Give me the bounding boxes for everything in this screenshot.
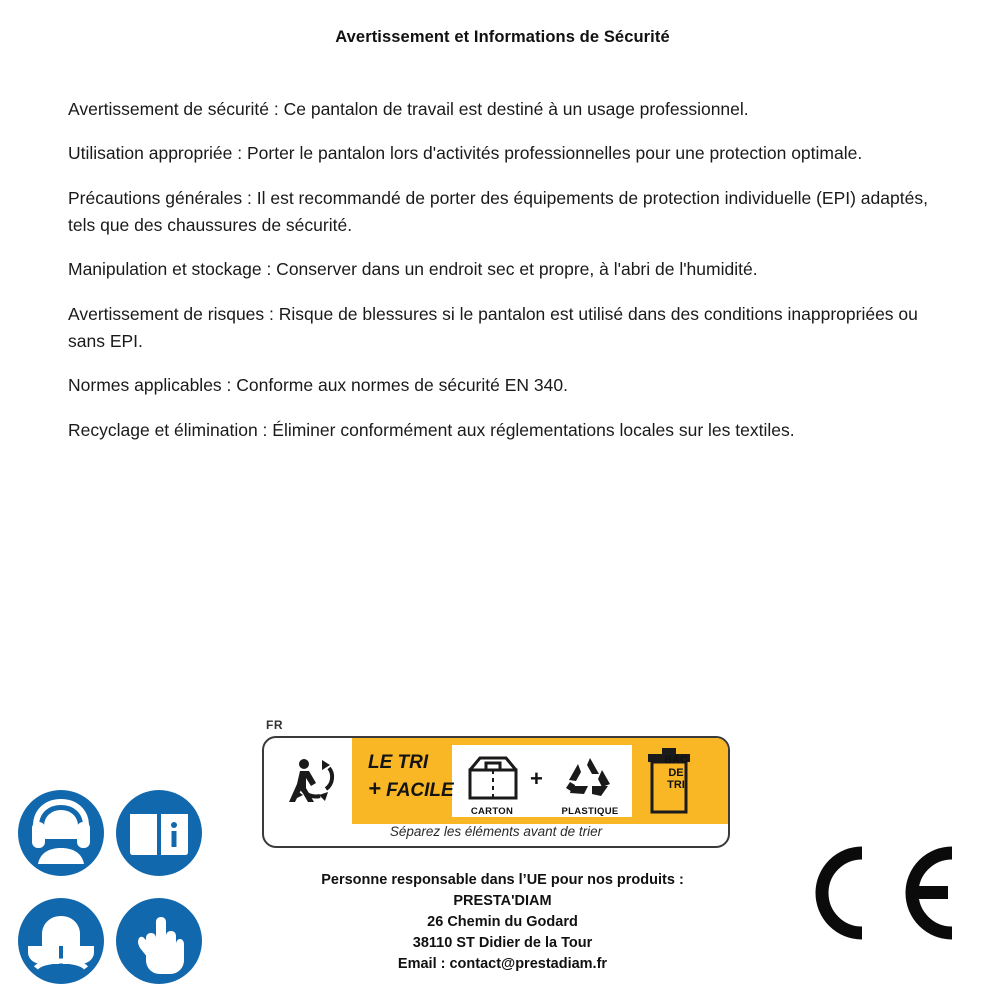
paragraph-risk-warning: Avertissement de risques : Risque de blessures si le pantalon est utilisé dans des conditions inappropriées ou sans EPI. xyxy=(68,303,918,351)
responsible-heading: Personne responsable dans l’UE pour nos produits : xyxy=(321,872,684,888)
contact-email: Email : contact@prestadiam.fr xyxy=(397,956,608,972)
bin-label-line3: TRI xyxy=(667,779,685,791)
paragraph-standards: Normes applicables : Conforme aux normes de sécurité EN 340. xyxy=(68,375,568,395)
bin-label xyxy=(646,754,706,792)
responsible-person-block xyxy=(230,870,775,975)
carton-box-icon xyxy=(462,752,524,804)
triman-recycling-label xyxy=(262,718,732,848)
triman-slogan xyxy=(368,750,458,804)
paragraph-safety-warning: Avertissement de sécurité : Ce pantalon de travail est destiné à un usage professionnel. xyxy=(68,98,749,119)
safety-pictogram-group xyxy=(18,790,228,985)
carton-label: CARTON xyxy=(470,806,514,817)
paragraph-recycling: Recyclage et élimination : Éliminer conformément aux réglementations locales sur les textiles. xyxy=(68,419,795,440)
slogan-line2: FACILE xyxy=(386,780,454,801)
eye-protection-icon xyxy=(18,898,104,984)
paragraph-general-precautions: Précautions générales : Il est recommandé de porter des équipements de protection individuelle (EPI) adaptés, tels que des chaussures de sécurité. xyxy=(68,187,928,235)
ce-conformity-mark xyxy=(800,843,960,943)
hand-protection-icon xyxy=(116,898,202,984)
triman-footer-text: Séparez les éléments avant de trier xyxy=(389,824,603,839)
page-title: Avertissement et Informations de Sécurité xyxy=(335,28,670,46)
street-address: 26 Chemin du Godard xyxy=(427,914,578,930)
bin-label-line1: BAC xyxy=(664,754,688,766)
read-instructions-icon xyxy=(116,790,202,876)
plastique-recycle-icon xyxy=(558,752,622,804)
bin-label-line2: DE xyxy=(668,766,684,779)
paragraph-handling-storage: Manipulation et stockage : Conserver dans un endroit sec et propre, à l'abri de l'humidité. xyxy=(68,259,758,279)
plus-symbol: + xyxy=(530,766,543,791)
slogan-line1: LE TRI xyxy=(368,752,429,773)
plastique-label: PLASTIQUE xyxy=(561,806,619,817)
ear-protection-icon xyxy=(18,790,104,876)
paragraph-proper-use: Utilisation appropriée : Porter le pantalon lors d'activités professionnelles pour une protection optimale. xyxy=(68,143,863,163)
triman-label-box xyxy=(262,736,730,848)
country-tag: FR xyxy=(266,718,283,732)
warning-text-block xyxy=(68,78,936,444)
company-name: PRESTA'DIAM xyxy=(453,893,552,909)
city-address: 38110 ST Didier de la Tour xyxy=(412,935,593,951)
triman-figure-icon xyxy=(274,744,350,818)
slogan-plus: + xyxy=(368,776,381,801)
